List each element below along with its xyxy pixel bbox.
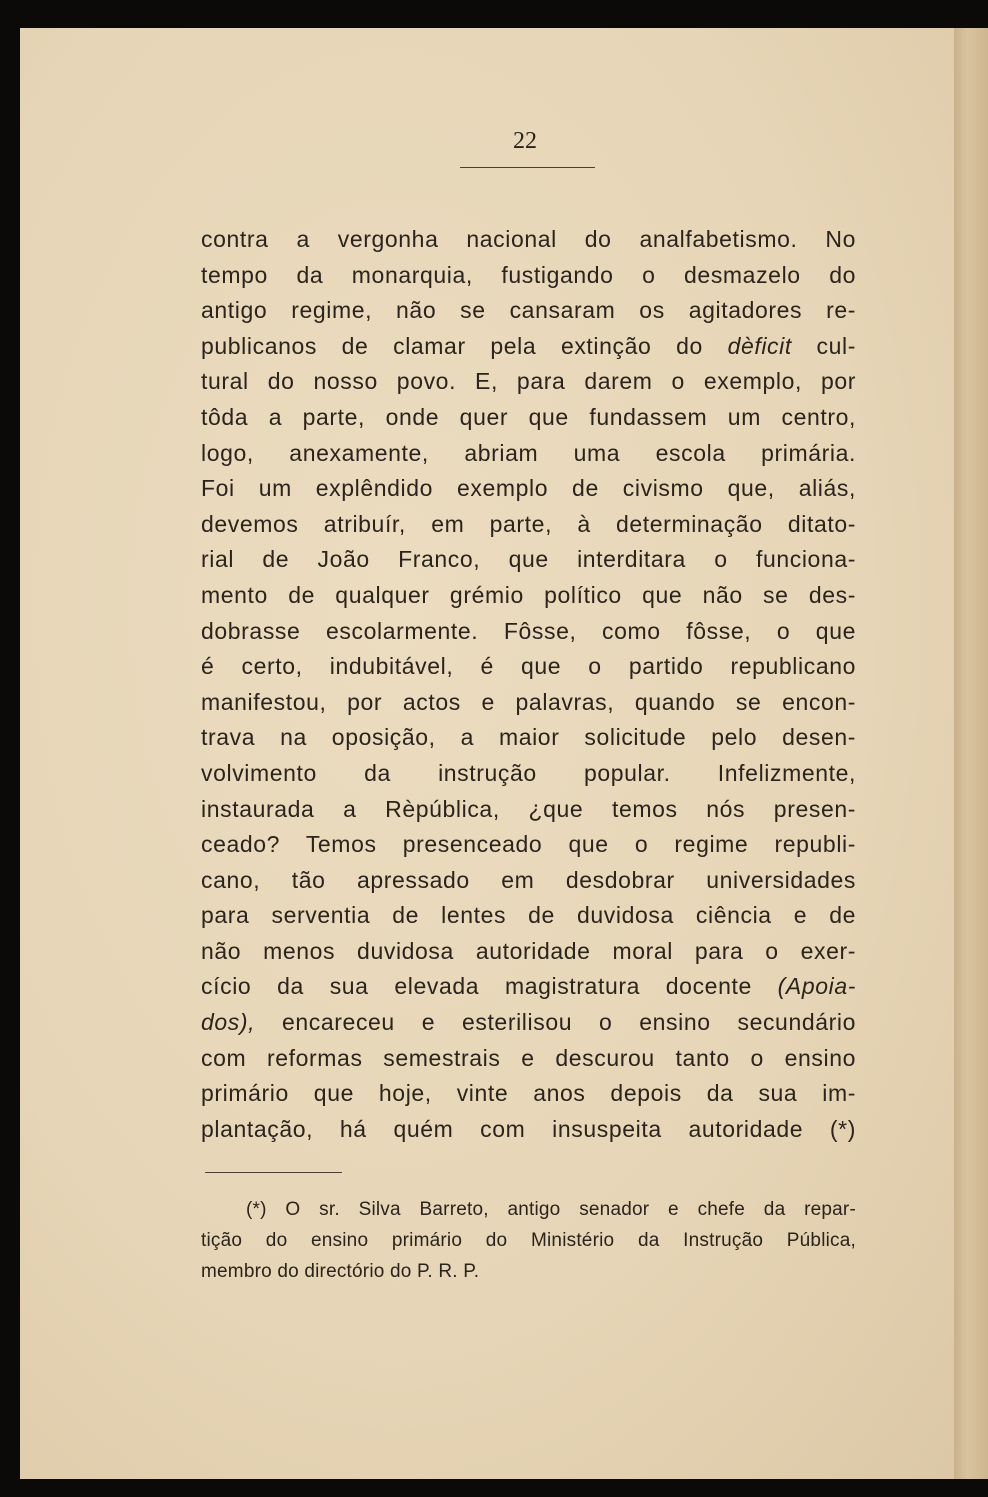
page-number-rule [460, 167, 595, 168]
text-line: tôda a parte, onde quer que fundassem um centro, [201, 403, 856, 430]
text-line: com reformas semestrais e descurou tanto o ensino [201, 1044, 856, 1071]
text-segment: cul- [816, 332, 857, 359]
text-line: manifestou, por actos e palavras, quando se encon- [201, 688, 856, 715]
text-line: dobrasse escolarmente. Fôsse, como fôsse, o que [201, 617, 856, 644]
footnote-line: (*) O sr. Silva Barreto, antigo senador e chefe da repar- [246, 1199, 856, 1220]
footnote-line: tição do ensino primário do Ministério da Instrução Pública, [201, 1230, 856, 1251]
text-line: instaurada a Rèpública, ¿que temos nós presen- [201, 795, 856, 822]
text-line: é certo, indubitável, é que o partido republicano [201, 653, 856, 680]
text-line: rial de João Franco, que interditara o funciona- [201, 546, 856, 573]
italic-aside: dos), [201, 1009, 256, 1036]
body-text [201, 222, 856, 1147]
text-line: Foi um explêndido exemplo de civismo que, aliás, [201, 475, 856, 502]
text-line: antigo regime, não se cansaram os agitadores re- [201, 297, 856, 324]
adjacent-page-edge [954, 28, 988, 1479]
italic-term: dèficit [727, 332, 792, 359]
italic-aside: (Apoia- [777, 973, 856, 1000]
text-line [201, 1005, 856, 1041]
text-segment: cício da sua elevada magistratura docente [201, 973, 752, 1000]
text-line: contra a vergonha nacional do analfabetismo. No [201, 226, 856, 252]
text-line: devemos atribuír, em parte, à determinação ditato- [201, 510, 856, 537]
text-line: plantação, há quém com insuspeita autoridade (*) [201, 1115, 856, 1142]
text-line: mento de qualquer grémio político que não se des- [201, 581, 856, 608]
text-line: cano, tão apressado em desdobrar universidades [201, 866, 856, 893]
text-line: primário que hoje, vinte anos depois da sua im- [201, 1080, 856, 1107]
text-line: logo, anexamente, abriam uma escola primária. [201, 439, 856, 466]
text-line: volvimento da instrução popular. Infelizmente, [201, 759, 856, 786]
text-line: tempo da monarquia, fustigando o desmazelo do [201, 261, 856, 288]
text-line: não menos duvidosa autoridade moral para o exer- [201, 937, 856, 964]
text-line: tural do nosso povo. E, para darem o exemplo, por [201, 368, 856, 395]
footnote [201, 1194, 856, 1287]
text-line [201, 969, 856, 1005]
text-line: ceado? Temos presenceado que o regime republi- [201, 831, 856, 858]
footnote-rule [205, 1172, 342, 1173]
text-line: para serventia de lentes de duvidosa ciência e de [201, 902, 856, 929]
footnote-line: membro do directório do P. R. P. [201, 1261, 480, 1282]
text-segment: publicanos de clamar pela extinção do [201, 332, 703, 359]
text-line: trava na oposição, a maior solicitude pelo desen- [201, 724, 856, 751]
text-line [201, 329, 856, 365]
page-number: 22 [513, 128, 537, 154]
text-segment: encareceu e esterilisou o ensino secundário [282, 1009, 856, 1036]
